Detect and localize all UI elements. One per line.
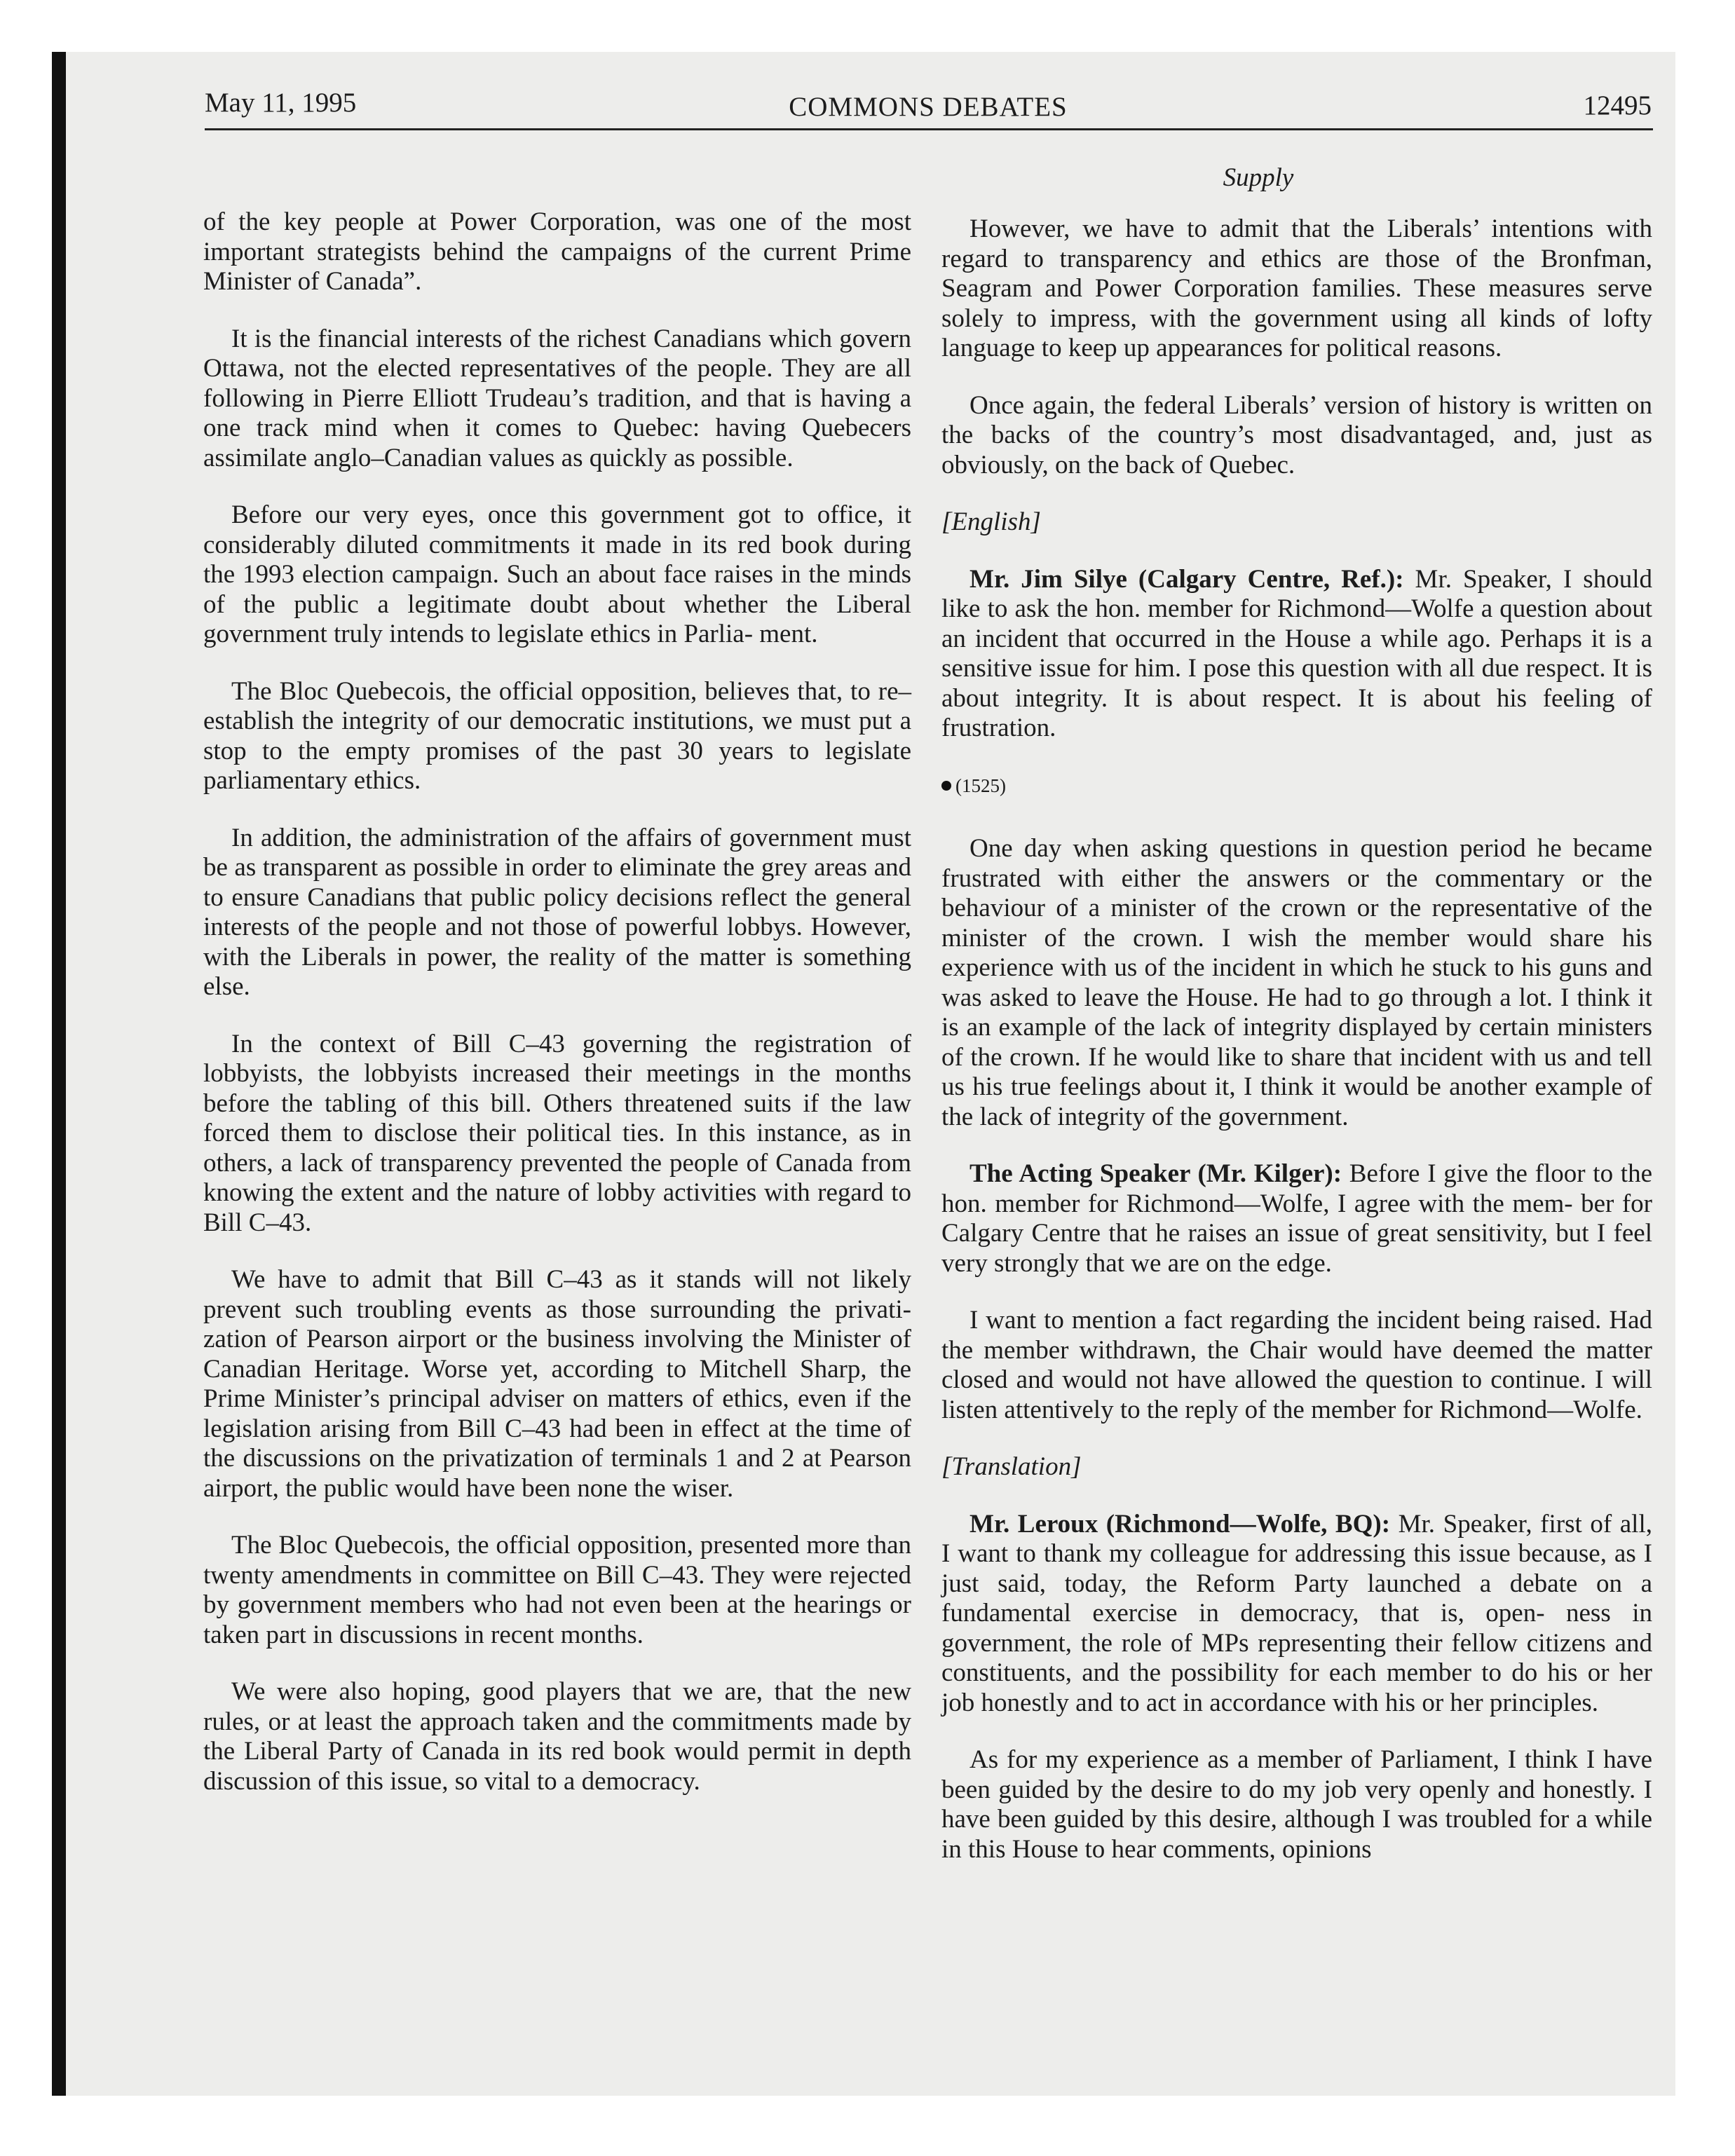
paragraph: We have to admit that Bill C–43 as it stands will not likely prevent such troubling events as those surrounding the privati- zation of Pearson airport or the business involving the Minister of Canadian Heritage. Worse yet, according to Mitchell Sharp, the Prime Minister’s principal adviser on matters of ethics, even if the legislation arising from Bill C–43 had been in effect at the time of the discussions on the privatization of terminals 1 and 2 at Pearson airport, the public would have been none the wiser. <box>203 1265 911 1503</box>
speech-text: Before I give the floor to the hon. member for Richmond—Wolfe, I agree with the mem- ber for Calgary Centre that he raises an issue of great sensitivity, but I feel very strongly that we are on the edge. <box>941 1159 1653 1278</box>
bullet-icon <box>941 781 951 791</box>
header-page-number: 12495 <box>1583 90 1652 121</box>
timestamp-text: (1525) <box>955 775 1006 796</box>
paragraph: However, we have to admit that the Liberals’ intentions with regard to transparency and ethics are those of the Bronfman, Seagram and Power Corporation families. These measures serve solely to impress, with the government using all kinds of lofty language to keep up appearances for political reasons. <box>941 214 1652 362</box>
speech-kilger <box>941 1159 1652 1278</box>
timestamp <box>941 771 1652 801</box>
paragraph: The Bloc Quebecois, the official opposition, believes that, to re–establish the integrity of our democratic institutions, we must put a stop to the empty promises of the past 30 years to legislate parliamentary ethics. <box>203 676 911 795</box>
speaker-name: Mr. Leroux (Richmond—Wolfe, BQ): <box>969 1509 1391 1538</box>
paragraph: The Bloc Quebecois, the official opposition, presented more than twenty amendments in committee on Bill C–43. They were rejected by government members who had not even been at the hearings or taken part in discussions in recent months. <box>203 1531 911 1649</box>
paragraph: As for my experience as a member of Parliament, I think I have been guided by the desire to do my job very openly and honestly. I have been guided by this desire, although I was troubled for a while in this House to hear comments, opinions <box>941 1745 1652 1864</box>
scan-left-edge <box>52 52 66 2096</box>
paragraph: of the key people at Power Corporation, was one of the most important strategists behind the campaigns of the current Prime Minister of Canada”. <box>203 207 911 296</box>
paragraph: We were also hoping, good players that we are, that the new rules, or at least the approach taken and the commitments made by the Liberal Party of Canada in its red book would permit in depth discussion of this issue, so vital to a democracy. <box>203 1677 911 1796</box>
paragraph: In the context of Bill C–43 governing the registration of lobbyists, the lobbyists increased their meetings in the months before the tabling of this bill. Others threatened suits if the law forced them to disclose their political ties. In this instance, as in others, a lack of transparency prevented the people of Canada from knowing the extent and the nature of lobby activities with regard to Bill C–43. <box>203 1029 911 1237</box>
paragraph: It is the financial interests of the richest Canadians which govern Ottawa, not the elected representatives of the people. They are all following in Pierre Elliott Trudeau’s tradition, and that is having a one track mind when it comes to Quebec: having Quebecers assimilate anglo–Canadian values as quickly as possible. <box>203 324 911 472</box>
header-rule <box>205 128 1653 130</box>
speech-silye <box>941 565 1652 744</box>
right-column <box>941 214 1652 1892</box>
speech-text: Mr. Speaker, first of all, I want to thank my colleague for addressing this issue because, as I just said, today, the Reform Party launched a debate on a fundamental exercise in democracy, that is, open- ness in government, the role of MPs representing their fellow citizens and constituents, and the possibility for each member to do his or her job honestly and to act in accordance with his or her principles. <box>941 1509 1652 1717</box>
speaker-name: The Acting Speaker (Mr. Kilger): <box>969 1159 1342 1188</box>
language-marker-translation: [Translation] <box>941 1452 1082 1481</box>
header-date: May 11, 1995 <box>205 88 357 118</box>
paragraph: One day when asking questions in question period he became frustrated with either the answers or the commentary or the behaviour of a minister of the crown or the representative of the minister of the crown. I wish the member would share his experience with us of the incident in which he stuck to his guns and was asked to leave the House. He had to go through a lot. I think it is an example of the lack of integrity displayed by certain ministers of the crown. If he would like to share that incident with us and tell us his true feelings about it, I think it would be another example of the lack of integrity of the government. <box>941 834 1652 1131</box>
speaker-name: Mr. Jim Silye (Calgary Centre, Ref.): <box>969 564 1404 594</box>
left-column <box>203 207 911 1824</box>
language-marker-english: [English] <box>941 507 1041 536</box>
header-publication: COMMONS DEBATES <box>789 92 1068 122</box>
running-header <box>205 87 1652 129</box>
section-label: Supply <box>1223 163 1294 192</box>
paragraph: In addition, the administration of the affairs of government must be as transparent as possible in order to eliminate the grey areas and to ensure Canadians that public policy decisions reflect the general interests of the people and not those of powerful lobbys. However, with the Liberals in power, the reality of the matter is something else. <box>203 823 911 1001</box>
speech-text: Mr. Speaker, I should like to ask the hon. member for Richmond—Wolfe a question about an incident that occurred in the House a while ago. Perhaps it is a sensitive issue for him. I pose this question with all due respect. It is about integrity. It is about respect. It is about his feeling of frustration. <box>941 564 1652 742</box>
speech-leroux <box>941 1510 1652 1719</box>
paragraph: Before our very eyes, once this government got to office, it considerably diluted commitments it made in its red book during the 1993 election campaign. Such an about face raises in the minds of the public a legitimate doubt about whether the Liberal government truly intends to legislate ethics in Parlia- ment. <box>203 500 911 648</box>
paragraph: Once again, the federal Liberals’ version of history is written on the backs of the country’s most disadvantaged, and, just as obviously, on the back of Quebec. <box>941 390 1652 479</box>
paragraph: I want to mention a fact regarding the incident being raised. Had the member withdrawn, the Chair would have deemed the matter closed and would not have allowed the question to continue. I will listen attentively to the reply of the member for Richmond—Wolfe. <box>941 1306 1652 1424</box>
